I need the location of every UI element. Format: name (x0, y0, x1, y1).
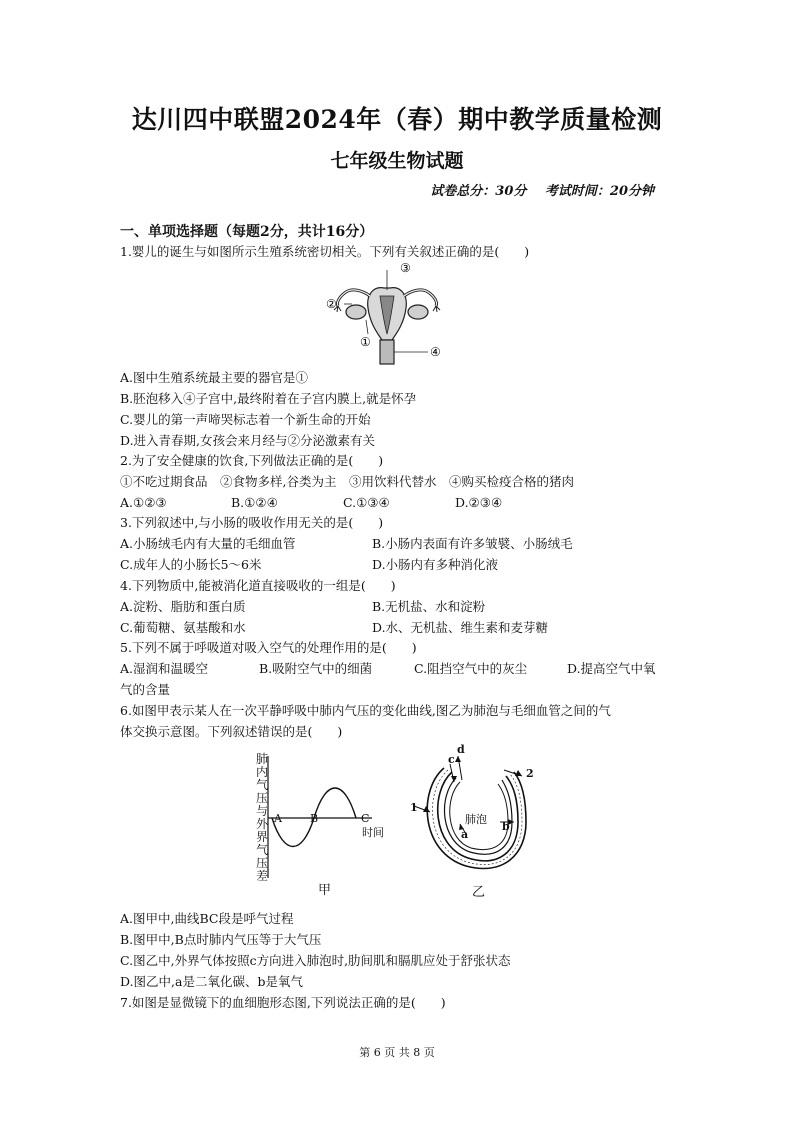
q1-label-2: ② (326, 297, 337, 311)
q2-option-c: C.①③④ (343, 495, 390, 510)
total-score: 试卷总分：30分 (430, 184, 527, 199)
female-reproductive-system-figure (322, 262, 452, 366)
page-title: 达川四中联盟2024年（春）期中教学质量检测 (131, 105, 663, 134)
q6-option-a: A.图甲中,曲线BC段是呼气过程 (120, 911, 294, 926)
q6-diagram-label-1: 1 (410, 801, 418, 814)
q4-stem: 4.下列物质中,能被消化道直接吸收的一组是( ) (120, 578, 396, 593)
exam-time: 考试时间：20分钟 (544, 184, 654, 199)
q7-stem: 7.如图是显微镜下的血细胞形态图,下列说法正确的是( ) (120, 995, 446, 1010)
q6-diagram-label-b: b (502, 820, 510, 833)
q6-diagram-label-c: c (448, 753, 455, 766)
q6-option-c: C.图乙中,外界气体按照c方向进入肺泡时,肋间肌和膈肌应处于舒张状态 (120, 953, 511, 968)
exam-meta (416, 180, 654, 199)
q6-diagram-label-2: 2 (526, 767, 534, 780)
q6-graph-caption: 甲 (318, 883, 332, 898)
q4-option-a: A.淀粉、脂肪和蛋白质 (120, 599, 246, 614)
q3-stem: 3.下列叙述中,与小肠的吸收作用无关的是( ) (120, 515, 384, 530)
q1-option-a: A.图中生殖系统最主要的器官是① (120, 370, 309, 385)
q5-option-d: D.提高空气中氧 (567, 661, 656, 676)
q3-option-c: C.成年人的小肠长5～6米 (120, 557, 262, 572)
q5-option-b: B.吸附空气中的细菌 (259, 661, 373, 676)
q2-stem: 2.为了安全健康的饮食,下列做法正确的是( ) (120, 453, 384, 468)
q3-option-d: D.小肠内有多种消化液 (372, 557, 499, 572)
q6-diagram-caption: 乙 (472, 885, 486, 900)
q5-continuation: 气的含量 (120, 682, 171, 697)
q3-option-a: A.小肠绒毛内有大量的毛细血管 (120, 536, 296, 551)
page-footer: 第 6 页 共 8 页 (359, 1046, 435, 1059)
q2-items: ①不吃过期食品 ②食物多样,谷类为主 ③用饮料代替水 ④购买检疫合格的猪肉 (120, 474, 574, 489)
q2-option-b: B.①②④ (231, 495, 278, 510)
q6-graph-ylabel: 肺内气压与外界气压差 (256, 752, 269, 883)
q5-option-a: A.湿润和温暖空 (120, 661, 209, 676)
q6-diagram-label-d: d (457, 743, 465, 756)
q3-option-b: B.小肠内表面有许多皱襞、小肠绒毛 (372, 536, 573, 551)
q1-label-3: ③ (400, 262, 411, 275)
q5-option-c: C.阻挡空气中的灰尘 (414, 661, 528, 676)
q4-option-c: C.葡萄糖、氨基酸和水 (120, 620, 246, 635)
q2-option-d: D.②③④ (455, 495, 503, 510)
q1-label-4: ④ (430, 345, 441, 359)
page-subtitle: 七年级生物试题 (330, 150, 464, 172)
q4-option-d: D.水、无机盐、维生素和麦芽糖 (372, 620, 549, 635)
q1-option-c: C.婴儿的第一声啼哭标志着一个新生命的开始 (120, 412, 371, 427)
q6-diagram-label-a: a (461, 828, 469, 841)
q6-diagram-center: 肺泡 (465, 813, 487, 826)
q6-stem-line2: 体交换示意图。下列叙述错误的是( ) (120, 724, 343, 739)
q1-stem: 1.婴儿的诞生与如图所示生殖系统密切相关。下列有关叙述正确的是( ) (120, 244, 530, 259)
section-heading: 一、单项选择题（每题2分，共计16分） (120, 224, 374, 240)
q2-option-a: A.①②③ (120, 495, 167, 510)
q1-option-d: D.进入青春期,女孩会来月经与②分泌激素有关 (120, 433, 376, 448)
q6-stem-line1: 6.如图甲表示某人在一次平静呼吸中肺内气压的变化曲线,图乙为肺泡与毛细血管之间的气 (120, 703, 611, 718)
q1-label-1: ① (360, 335, 371, 349)
q6-point-a: A (274, 812, 282, 825)
q1-option-b: B.胚泡移入④子宫中,最终附着在子宫内膜上,就是怀孕 (120, 391, 417, 406)
q6-point-b: B (310, 812, 319, 825)
q6-graph-xlabel: 时间 (362, 826, 384, 839)
q4-option-b: B.无机盐、水和淀粉 (372, 599, 486, 614)
q6-option-d: D.图乙中,a是二氧化碳、b是氧气 (120, 974, 303, 989)
q5-stem: 5.下列不属于呼吸道对吸入空气的处理作用的是( ) (120, 640, 417, 655)
q6-option-b: B.图甲中,B点时肺内气压等于大气压 (120, 932, 322, 947)
q6-point-c: C (361, 812, 370, 825)
